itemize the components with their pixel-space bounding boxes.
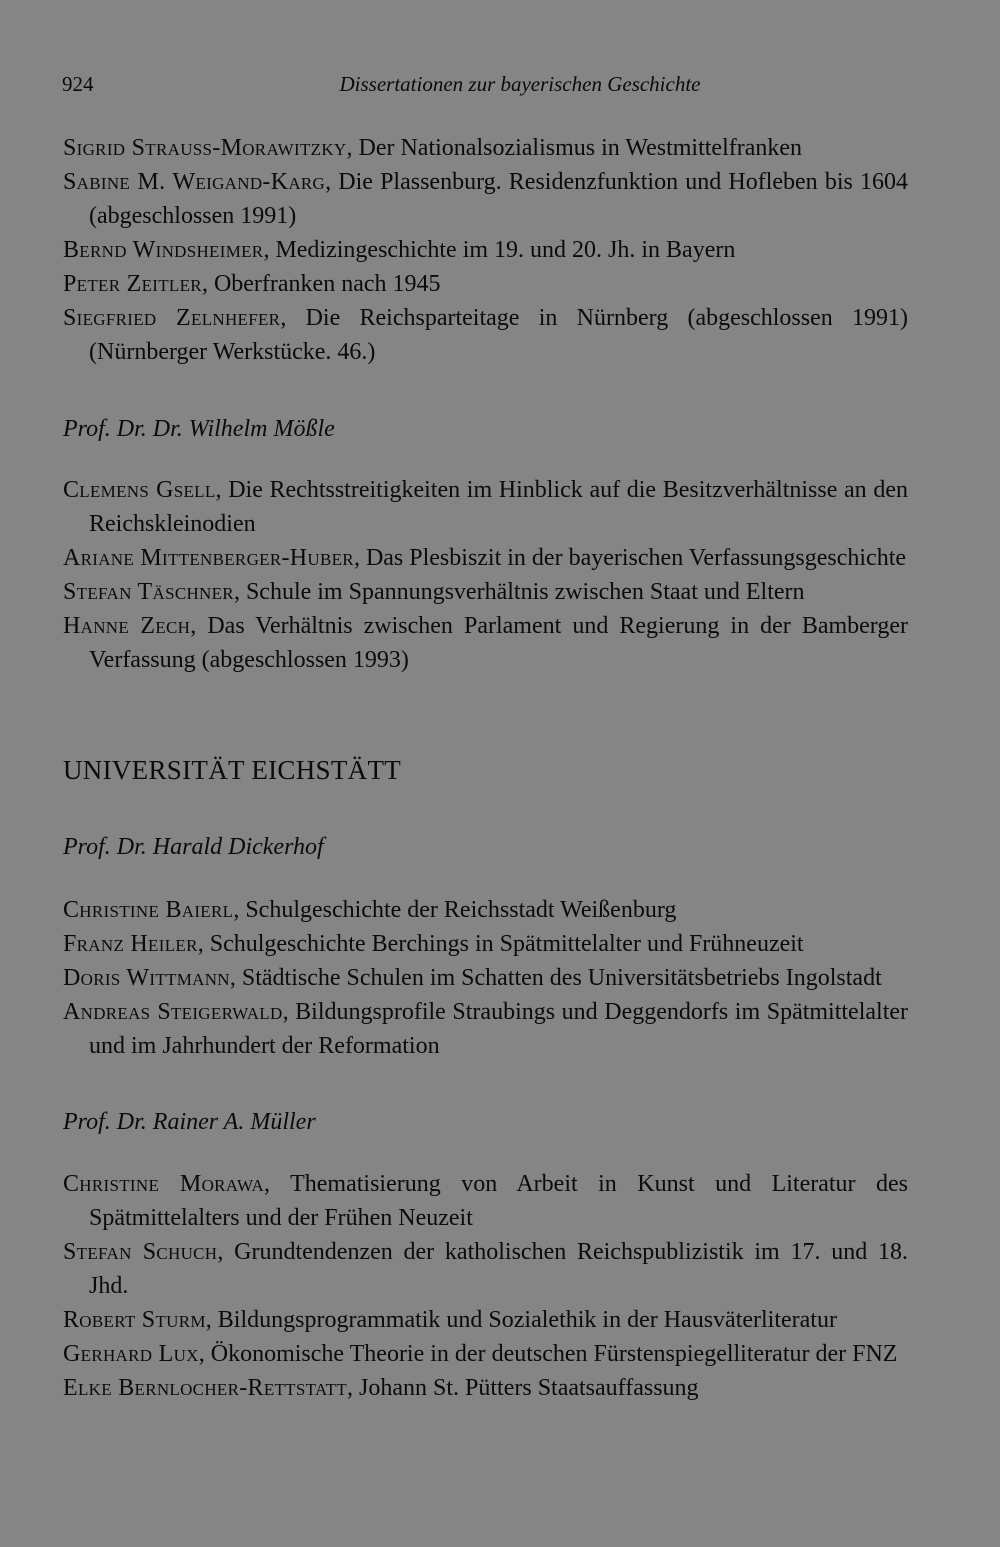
list-item: Peter Zeitler, Oberfranken nach 1945: [63, 271, 441, 297]
list-item: Hanne Zech, Das Verhältnis zwischen Parlament und Regierung in der Bamberger Verfassung (abgeschlossen 1993): [63, 613, 908, 673]
entry-title: Die Rechtsstreitigkeiten im Hinblick auf die Besitzverhältnisse an den Reichskleinodien: [89, 477, 908, 537]
list-item: Sabine M. Weigand-Karg, Die Plassenburg. Residenzfunktion und Hofleben bis 1604 (abgeschlossen 1991): [63, 169, 908, 229]
list-item: Gerhard Lux, Ökonomische Theorie in der deutschen Fürstenspiegelliteratur der FNZ: [63, 1341, 898, 1367]
entry-title: Grundtendenzen der katholischen Reichspublizistik im 17. und 18. Jhd.: [89, 1239, 909, 1299]
running-title: Dissertationen zur bayerischen Geschichte: [339, 72, 701, 96]
list-item: Robert Sturm, Bildungsprogrammatik und Sozialethik in der Hausväterliteratur: [63, 1307, 837, 1333]
entry-author: Christine Morawa: [63, 1171, 265, 1197]
list-item: Sigrid Strauss-Morawitzky, Der Nationalsozialismus in Westmittelfranken: [63, 135, 803, 161]
list-item: Elke Bernlocher-Rettstatt, Johann St. Pütters Staatsauffassung: [63, 1375, 699, 1401]
entry-author: Peter Zeitler: [63, 271, 202, 297]
entry-author: Doris Wittmann: [63, 965, 230, 991]
list-item: Clemens Gsell, Die Rechtsstreitigkeiten im Hinblick auf die Besitzverhältnisse an den Reichskleinodien: [63, 477, 908, 537]
professor-heading: Prof. Dr. Rainer A. Müller: [63, 1109, 316, 1135]
entry-title: Schule im Spannungsverhältnis zwischen Staat und Eltern: [245, 579, 805, 605]
entry-title: Städtische Schulen im Schatten des Universitätsbetriebs Ingolstadt: [241, 965, 882, 991]
entry-author: Stefan Schuch: [63, 1239, 218, 1265]
professor-heading: Prof. Dr. Harald Dickerhof: [63, 834, 324, 860]
entry-title: Bildungsprofile Straubings und Deggendorfs im Spätmittelalter und im Jahrhundert der Reformation: [89, 999, 909, 1059]
entry-title: Thematisierung von Arbeit in Kunst und Literatur des Spätmittelalters und der Frühen Neuzeit: [89, 1171, 908, 1231]
entry-author: Christine Baierl: [63, 897, 234, 923]
entry-title: Medizingeschichte im 19. und 20. Jh. in Bayern: [275, 237, 736, 263]
list-item: Bernd Windsheimer, Medizingeschichte im 19. und 20. Jh. in Bayern: [63, 237, 736, 263]
entry-title: Oberfranken nach 1945: [213, 271, 441, 297]
professor-heading: Prof. Dr. Dr. Wilhelm Mößle: [63, 416, 335, 442]
list-item: Stefan Schuch, Grundtendenzen der katholischen Reichspublizistik im 17. und 18. Jhd.: [63, 1239, 909, 1299]
entry-author: Bernd Windsheimer: [63, 237, 264, 263]
entry-author: Andreas Steigerwald: [63, 999, 283, 1025]
entry-author: Hanne Zech: [63, 613, 191, 639]
page-number: 924: [62, 72, 94, 96]
entry-title: Bildungsprogrammatik und Sozialethik in der Hausväterliteratur: [217, 1307, 837, 1333]
entry-title: Ökonomische Theorie in der deutschen Fürstenspiegelliteratur der FNZ: [210, 1341, 898, 1367]
list-item: Christine Morawa, Thematisierung von Arbeit in Kunst und Literatur des Spätmittelalters und der Frühen Neuzeit: [63, 1171, 908, 1231]
page-content: [63, 131, 908, 1405]
entry-list: [63, 473, 908, 677]
entry-title: Das Plesbiszit in der bayerischen Verfassungsgeschichte: [365, 545, 907, 571]
entry-title: Schulgeschichte der Reichsstadt Weißenburg: [245, 897, 677, 923]
list-item: Franz Heiler, Schulgeschichte Berchings in Spätmittelalter und Frühneuzeit: [63, 931, 804, 957]
list-item: Siegfried Zelnhefer, Die Reichsparteitage in Nürnberg (abgeschlossen 1991) (Nürnberger Werkstücke. 46.): [63, 305, 909, 365]
university-heading: UNIVERSITÄT EICHSTÄTT: [63, 755, 402, 785]
entry-title: Die Plassenburg. Residenzfunktion und Hofleben bis 1604 (abgeschlossen 1991): [89, 169, 908, 229]
entry-author: Gerhard Lux: [63, 1341, 199, 1367]
entry-title: Der Nationalsozialismus in Westmittelfranken: [358, 135, 803, 161]
entry-author: Clemens Gsell: [63, 477, 216, 503]
list-item: Stefan Täschner, Schule im Spannungsverhältnis zwischen Staat und Eltern: [63, 579, 805, 605]
entry-author: Siegfried Zelnhefer: [63, 305, 281, 331]
entry-author: Sigrid Strauss-Morawitzky: [63, 135, 347, 161]
entry-title: Schulgeschichte Berchings in Spätmittelalter und Frühneuzeit: [209, 931, 804, 957]
entry-author: Ariane Mittenberger-Huber: [63, 545, 354, 571]
page-header: [62, 72, 938, 104]
entry-list: [63, 131, 908, 369]
entry-title: Johann St. Pütters Staatsauffassung: [359, 1375, 699, 1401]
entry-list: [63, 893, 908, 1063]
list-item: Doris Wittmann, Städtische Schulen im Schatten des Universitätsbetriebs Ingolstadt: [63, 965, 882, 991]
entry-author: Sabine M. Weigand-Karg: [63, 169, 326, 195]
entry-title: Das Verhältnis zwischen Parlament und Regierung in der Bamberger Verfassung (abgeschlossen 1993): [89, 613, 908, 673]
entry-list: [63, 1167, 908, 1405]
entry-author: Robert Sturm: [63, 1307, 206, 1333]
entry-title: Die Reichsparteitage in Nürnberg (abgeschlossen 1991) (Nürnberger Werkstücke. 46.): [89, 305, 909, 365]
entry-author: Elke Bernlocher-Rettstatt: [63, 1375, 348, 1401]
list-item: Ariane Mittenberger-Huber, Das Plesbiszit in der bayerischen Verfassungsgeschichte: [63, 545, 907, 571]
list-item: Andreas Steigerwald, Bildungsprofile Straubings und Deggendorfs im Spätmittelalter und im Jahrhundert der Reformation: [63, 999, 909, 1059]
entry-author: Franz Heiler: [63, 931, 198, 957]
list-item: Christine Baierl, Schulgeschichte der Reichsstadt Weißenburg: [63, 897, 677, 923]
entry-author: Stefan Täschner: [63, 579, 234, 605]
